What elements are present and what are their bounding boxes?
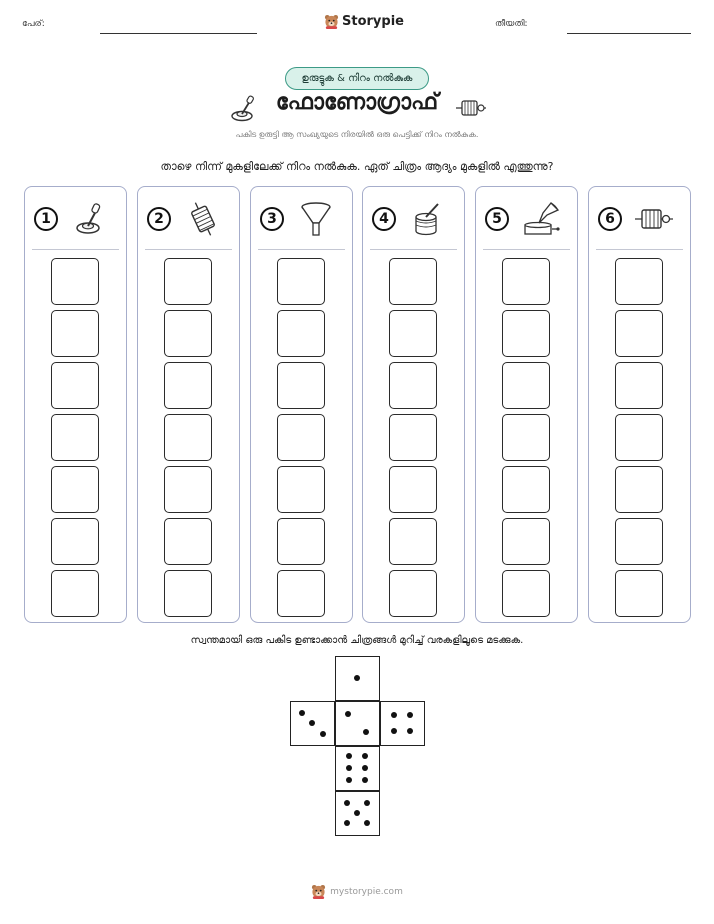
footer	[0, 884, 714, 899]
dice-face-6	[335, 746, 380, 791]
color-box[interactable]	[51, 362, 99, 409]
name-line	[100, 33, 257, 34]
column-number: 4	[372, 207, 396, 231]
color-box[interactable]	[164, 310, 212, 357]
dice-pip	[344, 800, 350, 806]
color-box[interactable]	[277, 310, 325, 357]
color-box[interactable]	[502, 518, 550, 565]
dice-pip	[354, 810, 360, 816]
color-box[interactable]	[502, 414, 550, 461]
name-label: പേര്:	[22, 19, 45, 29]
column-header	[363, 187, 464, 249]
dice-pip	[346, 777, 352, 783]
color-box[interactable]	[502, 466, 550, 513]
column-number: 6	[598, 207, 622, 231]
color-box[interactable]	[51, 258, 99, 305]
bear-logo-icon	[324, 14, 339, 29]
color-box[interactable]	[615, 518, 663, 565]
dice-pip	[407, 712, 413, 718]
column-number: 1	[34, 207, 58, 231]
column-divider	[370, 249, 457, 250]
footer-site: mystorypie.com	[330, 886, 403, 897]
dice-pip	[344, 820, 350, 826]
column-header	[138, 187, 239, 249]
activity-tag: ഉരുട്ടുക & നിറം നൽകുക	[285, 67, 429, 90]
color-box[interactable]	[389, 362, 437, 409]
column-5	[475, 186, 578, 623]
column-4	[362, 186, 465, 623]
date-label: തീയതി:	[495, 19, 528, 29]
date-line	[567, 33, 691, 34]
column-number: 5	[485, 207, 509, 231]
color-box[interactable]	[164, 466, 212, 513]
column-header	[589, 187, 690, 249]
cylinder-roller-icon	[634, 201, 674, 237]
column-2	[137, 186, 240, 623]
color-box[interactable]	[502, 258, 550, 305]
color-box[interactable]	[51, 570, 99, 617]
dice-pip	[391, 712, 397, 718]
bear-logo-icon	[311, 884, 326, 899]
dice-pip	[364, 820, 370, 826]
subtitle: പകിട ഉരുട്ടി ആ സംഖ്യയുടെ നിരയിൽ ഒരു പെട്ടിക്ക് നിറം നൽകുക.	[235, 130, 479, 139]
color-box[interactable]	[51, 414, 99, 461]
dice-face-3	[290, 701, 335, 746]
column-divider	[483, 249, 570, 250]
column-divider	[258, 249, 345, 250]
color-box[interactable]	[277, 570, 325, 617]
dice-face-4	[380, 701, 425, 746]
color-box[interactable]	[615, 362, 663, 409]
column-3	[250, 186, 353, 623]
dice-pip	[299, 710, 305, 716]
column-header	[25, 187, 126, 249]
dice-pip	[346, 765, 352, 771]
gramophone-icon	[521, 201, 561, 237]
color-box[interactable]	[164, 414, 212, 461]
brand-name: Storypie	[342, 14, 404, 29]
dice-note: സ്വന്തമായി ഒരു പകിട ഉണ്ടാക്കാൻ ചിത്രങ്ങൾ മുറിച്ച് വരകളിലൂടെ മടക്കുക.	[190, 635, 524, 646]
wax-cylinder-icon	[183, 201, 223, 237]
color-box[interactable]	[615, 310, 663, 357]
dice-pip	[362, 777, 368, 783]
dice-pip	[363, 729, 369, 735]
dice-net	[290, 656, 425, 836]
dice-pip	[309, 720, 315, 726]
cylinder-roller-icon	[455, 97, 487, 119]
color-box[interactable]	[164, 258, 212, 305]
color-box[interactable]	[389, 518, 437, 565]
color-box[interactable]	[502, 570, 550, 617]
color-box[interactable]	[277, 466, 325, 513]
color-box[interactable]	[277, 258, 325, 305]
crank-handle-icon	[70, 201, 110, 237]
column-6	[588, 186, 691, 623]
column-1	[24, 186, 127, 623]
instruction: താഴെ നിന്ന് മുകളിലേക്ക് നിറം നൽകുക. ഏത് ചിത്രം ആദ്യം മുകളിൽ എത്തുന്നു?	[160, 160, 554, 173]
color-box[interactable]	[615, 466, 663, 513]
color-box[interactable]	[615, 258, 663, 305]
color-box[interactable]	[164, 570, 212, 617]
column-divider	[596, 249, 683, 250]
page-title: ഫോണോഗ്രാഫ്	[275, 90, 439, 115]
column-divider	[32, 249, 119, 250]
dice-pip	[364, 800, 370, 806]
dice-pip	[346, 753, 352, 759]
dice-pip	[391, 728, 397, 734]
dice-pip	[320, 731, 326, 737]
column-header	[476, 187, 577, 249]
color-box[interactable]	[389, 466, 437, 513]
dice-pip	[354, 675, 360, 681]
column-divider	[145, 249, 232, 250]
color-box[interactable]	[502, 362, 550, 409]
stylus-record-icon	[408, 201, 448, 237]
dice-pip	[362, 753, 368, 759]
color-box[interactable]	[389, 570, 437, 617]
dice-face-2	[335, 701, 380, 746]
dice-pip	[407, 728, 413, 734]
color-box[interactable]	[277, 362, 325, 409]
color-box[interactable]	[615, 570, 663, 617]
color-box[interactable]	[389, 414, 437, 461]
color-box[interactable]	[51, 518, 99, 565]
column-number: 3	[260, 207, 284, 231]
color-box[interactable]	[615, 414, 663, 461]
color-box[interactable]	[502, 310, 550, 357]
dice-face-5	[335, 791, 380, 836]
dice-pip	[345, 711, 351, 717]
brand-logo	[324, 14, 404, 29]
color-box[interactable]	[389, 310, 437, 357]
column-header	[251, 187, 352, 249]
color-box[interactable]	[164, 518, 212, 565]
color-box[interactable]	[51, 466, 99, 513]
column-number: 2	[147, 207, 171, 231]
color-box[interactable]	[389, 258, 437, 305]
color-box[interactable]	[51, 310, 99, 357]
dice-pip	[362, 765, 368, 771]
color-box[interactable]	[277, 518, 325, 565]
horn-funnel-icon	[296, 201, 336, 237]
color-box[interactable]	[164, 362, 212, 409]
color-box[interactable]	[277, 414, 325, 461]
dice-face-1	[335, 656, 380, 701]
